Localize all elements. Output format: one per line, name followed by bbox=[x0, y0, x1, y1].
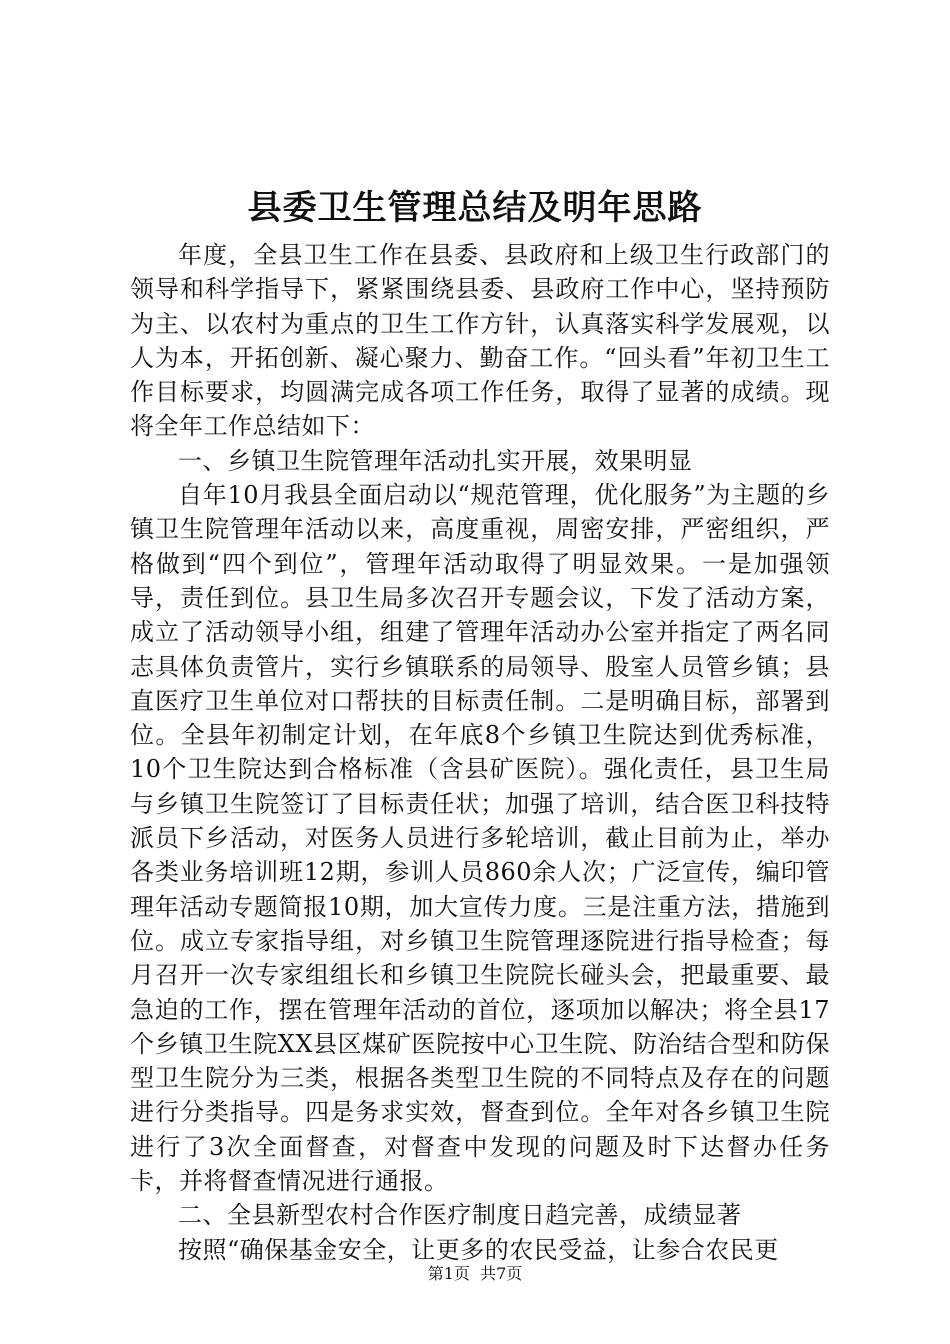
section-heading-1: 一、乡镇卫生院管理年活动扎实开展，效果明显 bbox=[178, 446, 693, 475]
section-heading-2: 二、全县新型农村合作医疗制度日趋完善，成绩显著 bbox=[178, 1201, 742, 1230]
page-number-text: 第1页 共7页 bbox=[427, 1264, 523, 1283]
page-number-footer bbox=[0, 1262, 950, 1286]
document-title: 县委卫生管理总结及明年思路 bbox=[247, 188, 703, 228]
document-body bbox=[130, 238, 830, 1267]
paragraph-section-2: 按照“确保基金安全，让更多的农民受益，让参合农民更 bbox=[178, 1235, 779, 1264]
paragraph-section-1: 自年10月我县全面启动以“规范管理，优化服务”为主题的乡镇卫生院管理年活动以来，高度重视，周密安排，严密组织，严格做到“四个到位”，管理年活动取得了明显效果。一是加强领导，责任到位。县卫生局多次召开专题会议，下发了活动方案，成立了活动领导小组，组建了管理年活动办公室并指定了两名同志具体负责管片，实行乡镇联系的局领导、股室人员管乡镇；县直医疗卫生单位对口帮扶的目标责任制。二是明确目标，部署到位。全县年初制定计划，在年底8个乡镇卫生院达到优秀标准，10个卫生院达到合格标准（含县矿医院）。强化责任，县卫生局与乡镇卫生院签订了目标责任状；加强了培训，结合医卫科技特派员下乡活动，对医务人员进行多轮培训，截止目前为止，举办各类业务培训班12期，参训人员860余人次；广泛宣传，编印管理年活动专题简报10期，加大宣传力度。三是注重方法，措施到位。成立专家指导组，对乡镇卫生院管理逐院进行指导检查；每月召开一次专家组组长和乡镇卫生院院长碰头会，把最重要、最急迫的工作，摆在管理年活动的首位，逐项加以解决；将全县17个乡镇卫生院XX县区煤矿医院按中心卫生院、防治结合型和防保型卫生院分为三类，根据各类型卫生院的不同特点及存在的问题进行分类指导。四是务求实效，督查到位。全年对各乡镇卫生院进行了3次全面督查，对督查中发现的问题及时下达督办任务卡，并将督查情况进行通报。 bbox=[130, 481, 830, 1196]
paragraph-intro: 年度，全县卫生工作在县委、县政府和上级卫生行政部门的领导和科学指导下，紧紧围绕县委、县政府工作中心，坚持预防为主、以农村为重点的卫生工作方针，认真落实科学发展观，以人为本，开拓创新、凝心聚力、勤奋工作。“回头看”年初卫生工作目标要求，均圆满完成各项工作任务，取得了显著的成绩。现将全年工作总结如下： bbox=[130, 241, 830, 441]
